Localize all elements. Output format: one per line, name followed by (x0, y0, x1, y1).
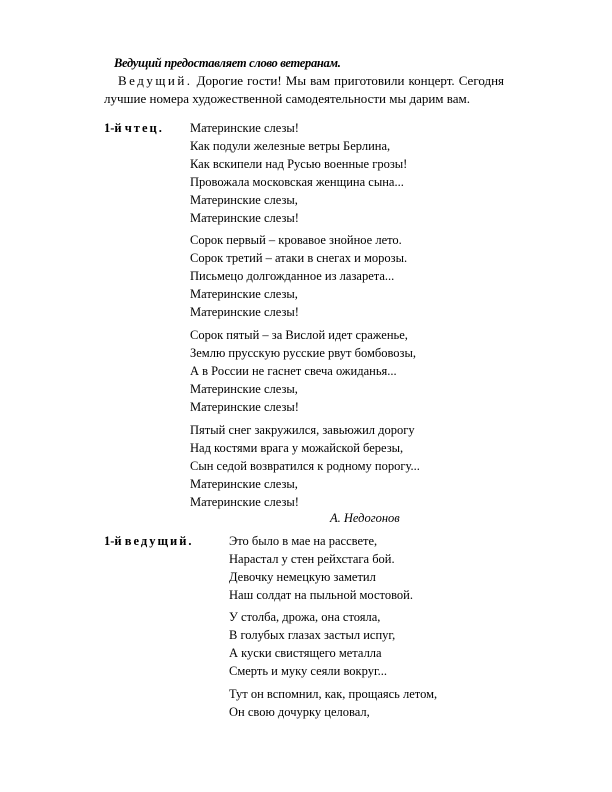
poem-line: Материнские слезы, (190, 287, 298, 301)
poem-line: Материнские слезы! (190, 495, 299, 509)
poem-line: Материнские слезы! (190, 400, 299, 414)
poem-line: В голубых глазах застыл испуг, (229, 628, 396, 642)
poem-line: Нарастал у стен рейхстага бой. (229, 552, 395, 566)
poem-line: У столба, дрожа, она стояла, (229, 610, 381, 624)
poem-line: Материнские слезы! (190, 305, 299, 319)
reader1-stanza-4 (190, 421, 420, 511)
host-intro-text: Дорогие гости! Мы вам приготовили концерт. Сегодня лучшие номера художественной самодеятельности мы дарим вам. (104, 73, 505, 106)
poem-line: Материнские слезы, (190, 477, 298, 491)
reader1-stanza-2 (190, 231, 407, 321)
poem-line: Сорок первый – кровавое знойное лето. (190, 233, 402, 247)
host1-poem-3 (229, 685, 437, 721)
reader1-stanza-3 (190, 326, 416, 416)
reader1-poem-2 (190, 231, 407, 321)
reader1-stanza-1 (190, 119, 407, 227)
reader1-poem-3 (190, 326, 416, 416)
host-intro-speaker: Ведущий. (118, 73, 193, 88)
poem-line: Девочку немецкую заметил (229, 570, 376, 584)
reader1-poem (190, 119, 407, 227)
host1-label: 1-й ведущий. (104, 534, 194, 548)
poem-line: Смерть и муку сеяли вокруг... (229, 664, 388, 678)
poem-line: Это было в мае на рассвете, (229, 534, 378, 548)
poem-line: Сын седой возвратился к родному порогу... (190, 459, 420, 473)
poem-line: Материнские слезы! (190, 211, 299, 225)
poem-line: Провожала московская женщина сына... (190, 175, 404, 189)
reader1-poem-4 (190, 421, 420, 511)
poem-line: Тут он вспомнил, как, прощаясь летом, (229, 687, 438, 701)
poem-author: А. Недогонов (330, 511, 400, 525)
reader1-label: 1-й чтец. (104, 121, 164, 135)
poem-line: Материнские слезы, (190, 382, 298, 396)
poem-line: А куски свистящего металла (229, 646, 382, 660)
poem-line: Землю прусскую русские рвут бомбовозы, (190, 346, 417, 360)
stage-direction: Ведущий предоставляет слово ветеранам. (114, 56, 341, 70)
poem-line: Он свою дочурку целовал, (229, 705, 370, 719)
host1-poem-2 (229, 608, 395, 680)
poem-line: Сорок третий – атаки в снегах и морозы. (190, 251, 408, 265)
poem-line: Пятый снег закружился, завьюжил дорогу (190, 423, 415, 437)
host1-poem-1 (229, 532, 413, 604)
poem-line: Наш солдат на пыльной мостовой. (229, 588, 413, 602)
poem-line: Сорок пятый – за Вислой идет сраженье, (190, 328, 408, 342)
poem-line: Как вскипели над Русью военные грозы! (190, 157, 408, 171)
poem-line: Материнские слезы, (190, 193, 298, 207)
host1-stanza-2 (229, 608, 395, 680)
host1-stanza-3 (229, 685, 437, 721)
poem-line: А в России не гаснет свеча ожиданья... (190, 364, 397, 378)
host-intro-paragraph (104, 72, 504, 108)
host1-stanza-1 (229, 532, 413, 604)
poem-line: Письмецо долгожданное из лазарета... (190, 269, 395, 283)
poem-line: Материнские слезы! (190, 121, 299, 135)
poem-line: Над костями врага у можайской березы, (190, 441, 404, 455)
poem-line: Как подули железные ветры Берлина, (190, 139, 391, 153)
